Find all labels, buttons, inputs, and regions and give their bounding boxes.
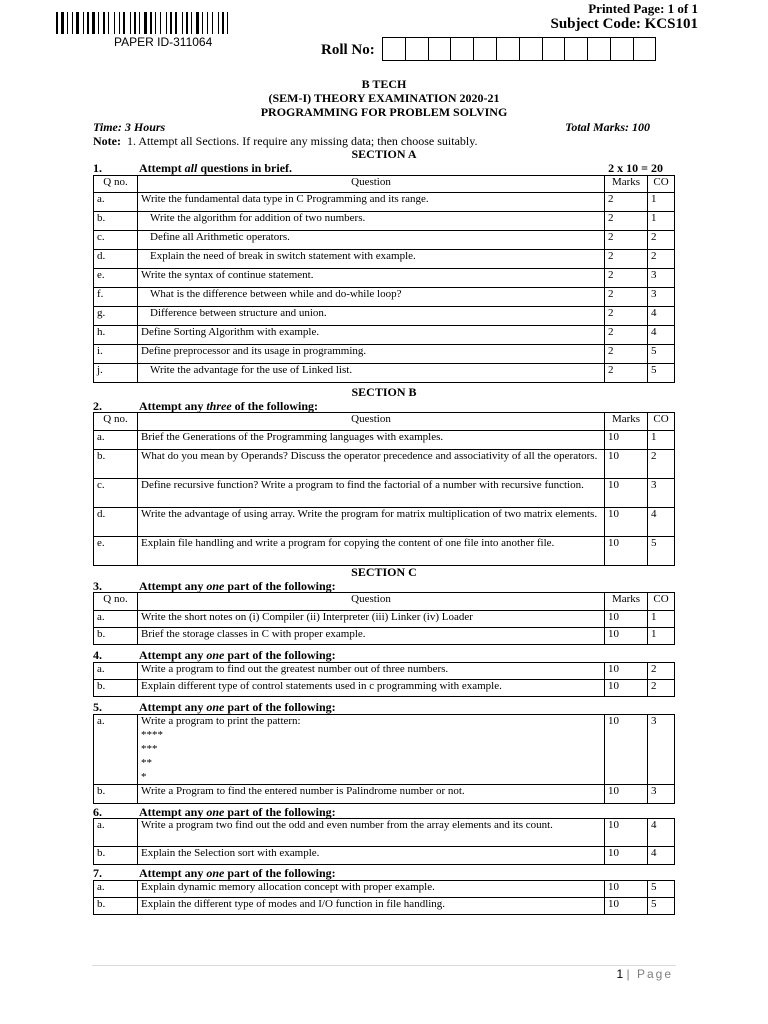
table-row: g. Difference between structure and union. 2 4	[94, 307, 675, 326]
table-row: i. Define preprocessor and its usage in programming. 2 5	[94, 345, 675, 364]
table-row: h. Define Sorting Algorithm with example. 2 4	[94, 326, 675, 345]
title-exam: (SEM-I) THEORY EXAMINATION 2020-21	[268, 91, 500, 105]
table-header-row: Q no. Question Marks CO	[94, 176, 675, 193]
table-row: b. Explain the different type of modes and I/O function in file handling. 10 5	[94, 898, 675, 915]
q3-instruction: Attempt any one part of the following:	[139, 579, 336, 593]
paper-id: PAPER ID-311064	[114, 35, 213, 49]
table-row: d. Write the advantage of using array. Write the program for matrix multiplication of two matrix elements. 10 4	[94, 508, 675, 537]
section-a-heading: SECTION A	[351, 147, 417, 161]
q1-number: 1.	[93, 161, 102, 175]
table-row: b. Write a Program to find the entered number is Palindrome number or not. 10 3	[94, 785, 675, 804]
page-footer	[616, 967, 673, 981]
q6-instruction: Attempt any one part of the following:	[139, 805, 336, 819]
table-row: b. Write the algorithm for addition of two numbers. 2 1	[94, 212, 675, 231]
q5-instruction: Attempt any one part of the following:	[139, 700, 336, 714]
title-degree: B TECH	[361, 77, 407, 91]
roll-no-label: Roll No:	[321, 42, 375, 58]
roll-no-boxes	[382, 37, 656, 61]
q2-number: 2.	[93, 399, 102, 413]
table-row: e. Explain file handling and write a program for copying the content of one file into another file. 10 5	[94, 537, 675, 566]
footer-divider	[92, 965, 676, 966]
subject-code: Subject Code: KCS101	[550, 16, 698, 32]
q5-number: 5.	[93, 700, 102, 714]
q7-number: 7.	[93, 866, 102, 880]
table-row: e. Write the syntax of continue statement. 2 3	[94, 269, 675, 288]
table-row: a. Explain dynamic memory allocation concept with proper example. 10 5	[94, 881, 675, 898]
table-row: b. What do you mean by Operands? Discuss the operator precedence and associativity of all the operators. 10 2	[94, 450, 675, 479]
q3-table	[93, 592, 675, 645]
q4-table	[93, 662, 675, 697]
table-row: b. Explain the Selection sort with example. 10 4	[94, 847, 675, 865]
q4-instruction: Attempt any one part of the following:	[139, 648, 336, 662]
table-row: a. Write the short notes on (i) Compiler (ii) Interpreter (iii) Linker (iv) Loader 10 1	[94, 611, 675, 628]
section-c-heading: SECTION C	[351, 565, 417, 579]
section-a-table	[93, 175, 675, 383]
section-b-table	[93, 412, 675, 566]
table-row: a. Write a program to print the pattern: **** *** ** * 10 3	[94, 715, 675, 785]
star-pattern: **** *** ** *	[141, 729, 163, 783]
total-marks: Total Marks: 100	[565, 120, 650, 134]
table-row: a. Write the fundamental data type in C Programming and its range. 2 1	[94, 193, 675, 212]
table-row: f. What is the difference between while and do-while loop? 2 3	[94, 288, 675, 307]
q3-number: 3.	[93, 579, 102, 593]
q2-instruction: Attempt any three of the following:	[139, 399, 318, 413]
note: Note: 1. Attempt all Sections. If require any missing data; then choose suitably.	[93, 134, 478, 148]
q6-table	[93, 818, 675, 865]
barcode	[56, 12, 282, 34]
table-row: a. Write a program to find out the greatest number out of three numbers. 10 2	[94, 663, 675, 680]
table-header-row: Q no. Question Marks CO	[94, 413, 675, 431]
table-row: b. Explain different type of control statements used in c programming with example. 10 2	[94, 680, 675, 697]
q4-number: 4.	[93, 648, 102, 662]
table-row: j. Write the advantage for the use of Linked list. 2 5	[94, 364, 675, 383]
q7-instruction: Attempt any one part of the following:	[139, 866, 336, 880]
q6-number: 6.	[93, 805, 102, 819]
q1-marks: 2 x 10 = 20	[608, 161, 663, 175]
table-row: a. Brief the Generations of the Programming languages with examples. 10 1	[94, 431, 675, 450]
q1-instruction: Attempt all questions in brief.	[139, 161, 293, 175]
table-row: c. Define recursive function? Write a program to find the factorial of a number with recursive function. 10 3	[94, 479, 675, 508]
q7-table	[93, 880, 675, 915]
table-row: d. Explain the need of break in switch statement with example. 2 2	[94, 250, 675, 269]
time-label: Time: 3 Hours	[93, 120, 166, 134]
printed-page: Printed Page: 1 of 1	[588, 1, 698, 16]
page-number: 1	[616, 967, 624, 981]
table-row: b. Brief the storage classes in C with proper example. 10 1	[94, 628, 675, 645]
page-label: | Page	[626, 967, 673, 981]
section-b-heading: SECTION B	[351, 385, 417, 399]
table-row: a. Write a program two find out the odd and even number from the array elements and its count. 10 4	[94, 819, 675, 847]
table-header-row: Q no. Question Marks CO	[94, 593, 675, 611]
table-row: c. Define all Arithmetic operators. 2 2	[94, 231, 675, 250]
title-subject: PROGRAMMING FOR PROBLEM SOLVING	[260, 105, 508, 119]
q5-table	[93, 714, 675, 804]
